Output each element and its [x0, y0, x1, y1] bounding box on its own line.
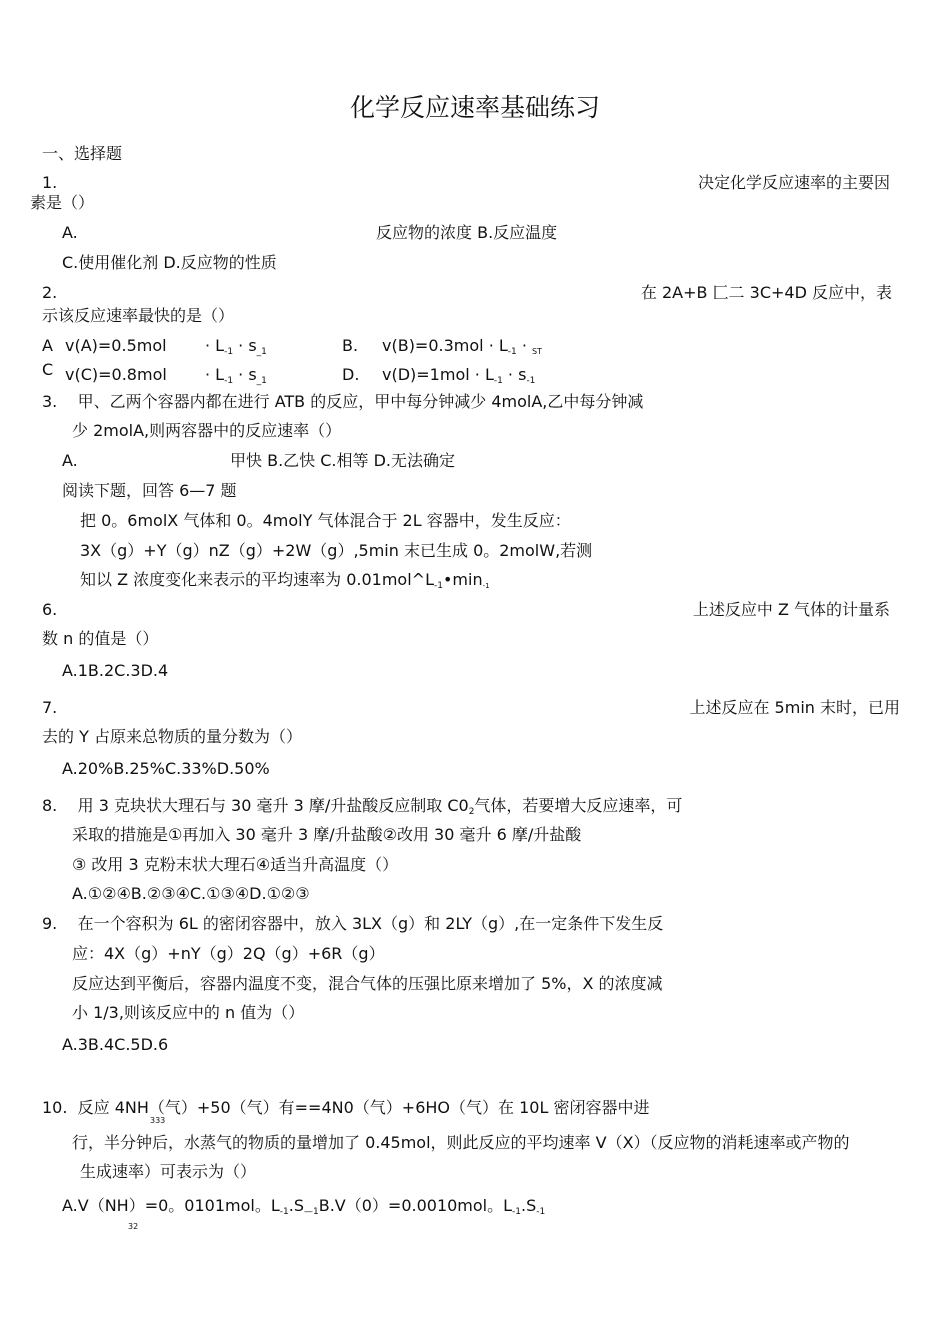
- q2-option-d-label: D.: [342, 365, 360, 384]
- q7-stem: 上述反应在 5min 末时，已用: [689, 698, 900, 717]
- q10-subscript-label: 333: [150, 1116, 166, 1125]
- q2-option-a-value: v(A)=0.5mol: [65, 336, 167, 355]
- q8-stem-line2: 采取的措施是①再加入 30 毫升 3 摩/升盐酸②改用 30 毫升 6 摩/升盐酸: [72, 825, 582, 844]
- q2-stem: 在 2A+B 匚二 3C+4D 反应中，表: [640, 283, 892, 302]
- q2-option-a-label: A: [42, 336, 53, 355]
- q3-stem-line2: 少 2molA,则两容器中的反应速率（）: [72, 421, 342, 440]
- q2-option-a-unit: · $L_{-1} \cdot s_{\_1}$: [205, 336, 267, 357]
- q9-options: A.3B.4C.5D.6: [62, 1035, 169, 1054]
- reading-line1: 把 0。6molX 气体和 0。4molY 气体混合于 2L 容器中，发生反应：: [80, 511, 571, 530]
- q10-stem-line1: 10. 反应 4NH（气）+50（气）有==4N0（气）+6HO（气）在 10L 密闭容器中进: [42, 1098, 650, 1117]
- section-heading: 一、选择题: [42, 144, 123, 163]
- q2-option-c-label: C: [42, 360, 54, 379]
- q1-number: 1.: [42, 173, 58, 192]
- q7-number: 7.: [42, 698, 58, 717]
- q8-stem-line3: ③ 改用 3 克粉末状大理石④适当升高温度（）: [72, 855, 399, 874]
- q9-stem-line1: 9. 在一个容积为 6L 的密闭容器中，放入 3LX（g）和 2LY（g）,在一定条件下发生反: [42, 914, 664, 933]
- q3-stem-line1: 3. 甲、乙两个容器内都在进行 ATB 的反应，甲中每分钟减少 4molA,乙中每分钟减: [42, 392, 644, 411]
- q9-stem-line2: 应：4X（g）+nY（g）2Q（g）+6R（g）: [72, 944, 385, 963]
- q2-option-b-label: B.: [342, 336, 359, 355]
- reading-intro: 阅读下题，回答 6—7 题: [62, 481, 237, 500]
- q2-number: 2.: [42, 283, 58, 302]
- q2-option-b-value: $v(B)=0.3mol \cdot L_{-1} \cdot _{ST}$: [382, 336, 542, 357]
- page-title: 化学反应速率基础练习: [349, 93, 600, 122]
- q10-stem-line3: 生成速率）可表示为（）: [80, 1162, 257, 1181]
- q8-stem-line1: 8. 用 3 克块状大理石与 30 毫升 3 摩/升盐酸反应制取 $C0_2$气体，若要增大反应速率，可: [42, 796, 683, 817]
- q8-options: A.①②④B.②③④C.①③④D.①②③: [72, 884, 310, 903]
- q2-option-c-value: v(C)=0.8mol: [65, 365, 167, 384]
- q10-stem-line2: 行，半分钟后，水蒸气的物质的量增加了 0.45mol，则此反应的平均速率 V（X）（反应物的消耗速率或产物的: [72, 1133, 850, 1152]
- q6-stem: 上述反应中 Z 气体的计量系: [692, 600, 890, 619]
- q6-number: 6.: [42, 600, 58, 619]
- q6-options: A.1B.2C.3D.4: [62, 661, 169, 680]
- q10-options: A.V（NH）=0。0101mol。$L_{-1}.S_{—1}B.V(0)=0.0010mol$。$L_{-1}.S_{-1}$: [62, 1196, 546, 1217]
- q3-options: 甲快 B.乙快 C.相等 D.无法确定: [230, 451, 455, 470]
- q2-stem-cont: 示该反应速率最快的是（）: [42, 306, 235, 325]
- q1-option-a-label: A.: [62, 223, 78, 242]
- q7-options: A.20%B.25%C.33%D.50%: [62, 759, 270, 778]
- q7-stem-cont: 去的 Y 占原来总物质的量分数为（）: [42, 727, 302, 746]
- q2-option-d-value: $v(D)=1mol \cdot L_{-1} \cdot s_{-1}$: [382, 365, 536, 386]
- q9-stem-line4: 小 1/3,则该反应中的 n 值为（）: [72, 1003, 305, 1022]
- q2-option-c-unit: · $L_{-1} \cdot s_{\_1}$: [205, 365, 267, 386]
- q9-stem-line3: 反应达到平衡后，容器内温度不变，混合气体的压强比原来增加了 5%，X 的浓度减: [72, 974, 663, 993]
- q6-stem-cont: 数 n 的值是（）: [42, 629, 159, 648]
- reading-line3: 知以 Z 浓度变化来表示的平均速率为 $0.01mol\^{}L_{-1}•\min_{-1}$: [80, 570, 490, 591]
- q3-option-a-label: A.: [62, 451, 78, 470]
- q10-subscript-note: 32: [128, 1222, 139, 1231]
- q1-options-ab: 反应物的浓度 B.反应温度: [376, 223, 558, 242]
- q1-stem: 决定化学反应速率的主要因: [697, 173, 890, 192]
- q1-options-cd: C.使用催化剂 D.反应物的性质: [62, 253, 277, 272]
- q1-stem-cont: 素是（）: [30, 193, 95, 212]
- reading-line2: 3X（g）+Y（g）nZ（g）+2W（g）,5min 末已生成 0。2molW,若测: [80, 541, 593, 560]
